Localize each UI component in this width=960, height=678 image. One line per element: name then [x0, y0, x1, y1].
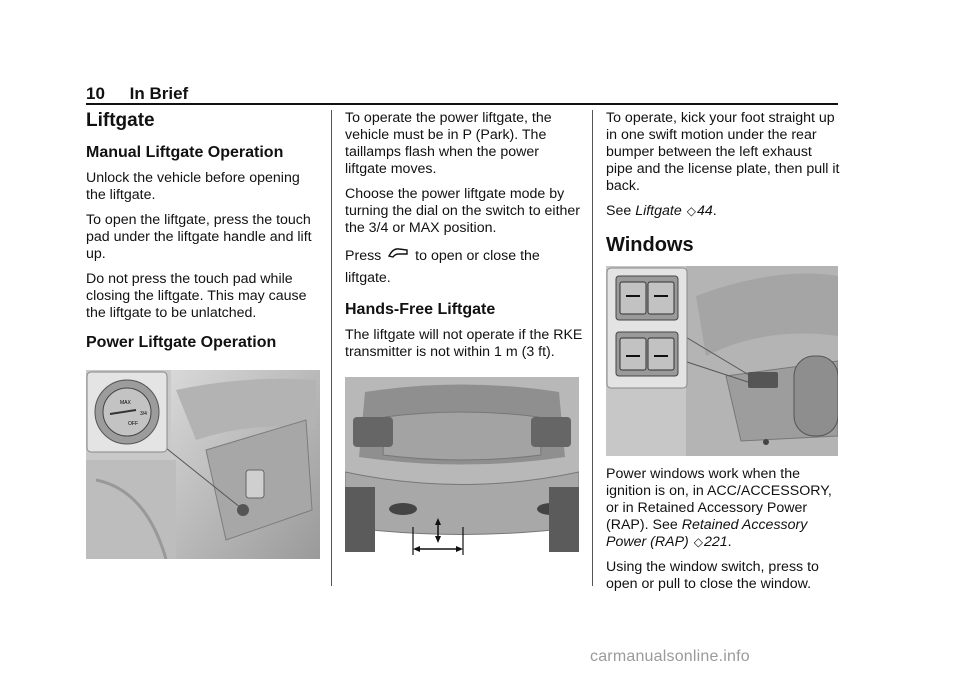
see-liftgate-ref: See Liftgate ◇44. — [606, 203, 717, 219]
column-3 — [606, 110, 842, 601]
page-ref-icon: ◇ — [686, 204, 696, 218]
rap-page-link[interactable]: 221 — [703, 534, 728, 550]
window-switch-illustration — [606, 266, 838, 456]
column-1 — [86, 110, 322, 559]
manual-p1: Unlock the vehicle before opening the liftgate. — [86, 170, 300, 203]
section-title: In Brief — [129, 84, 189, 103]
hands-free-p2: To operate, kick your foot straight up in one swift motion under the rear bumper between the left exhaust pipe and the license plate, then pull it back. — [606, 110, 840, 194]
manual-liftgate-heading: Manual Liftgate Operation — [86, 144, 284, 161]
hands-free-illustration — [345, 377, 579, 563]
power-p3: Press to open or close the liftgate. — [345, 245, 583, 289]
watermark-text: carmanualsonline.info — [590, 648, 750, 665]
liftgate-button-icon — [387, 245, 409, 267]
liftgate-page-link[interactable]: 44 — [696, 203, 713, 219]
column-divider-1 — [331, 110, 332, 586]
page-number: 10 — [86, 84, 105, 103]
windows-p1: Power windows work when the ignition is on, in ACC/ACCESSORY, or in Retained Accessory Power (RAP). See Retained Accessory Power (RAP) ◇221. — [606, 466, 832, 550]
header-rule — [86, 103, 838, 105]
column-2 — [345, 110, 583, 563]
liftgate-link[interactable]: Liftgate — [635, 203, 682, 219]
liftgate-title: Liftgate — [86, 110, 155, 131]
power-p1: To operate the power liftgate, the vehicle must be in P (Park). The taillamps flash when the power liftgate moves. — [345, 110, 552, 177]
manual-p3: Do not press the touch pad while closing the liftgate. This may cause the liftgate to be unlatched. — [86, 271, 307, 321]
dial-3-4-label: 3/4 — [140, 411, 147, 417]
manual-p2: To open the liftgate, press the touch pad under the liftgate handle and lift up. — [86, 212, 312, 262]
liftgate-switch-illustration — [86, 370, 320, 559]
hands-free-heading: Hands-Free Liftgate — [345, 301, 496, 319]
hands-free-p1: The liftgate will not operate if the RKE transmitter is not within 1 m (3 ft). — [345, 327, 583, 361]
page-ref-icon: ◇ — [693, 535, 703, 549]
power-p2: Choose the power liftgate mode by turning the dial on the switch to either the 3/4 or MAX position. — [345, 186, 581, 236]
page-header — [86, 84, 188, 104]
dial-off-label: OFF — [128, 421, 138, 427]
power-liftgate-heading: Power Liftgate Operation — [86, 334, 277, 351]
column-divider-2 — [592, 110, 593, 586]
windows-p2: Using the window switch, press to open or pull to close the window. — [606, 559, 819, 592]
dial-max-label: MAX — [120, 400, 131, 406]
windows-heading: Windows — [606, 234, 694, 256]
rap-link[interactable]: Retained Accessory Power (RAP) — [606, 517, 808, 550]
